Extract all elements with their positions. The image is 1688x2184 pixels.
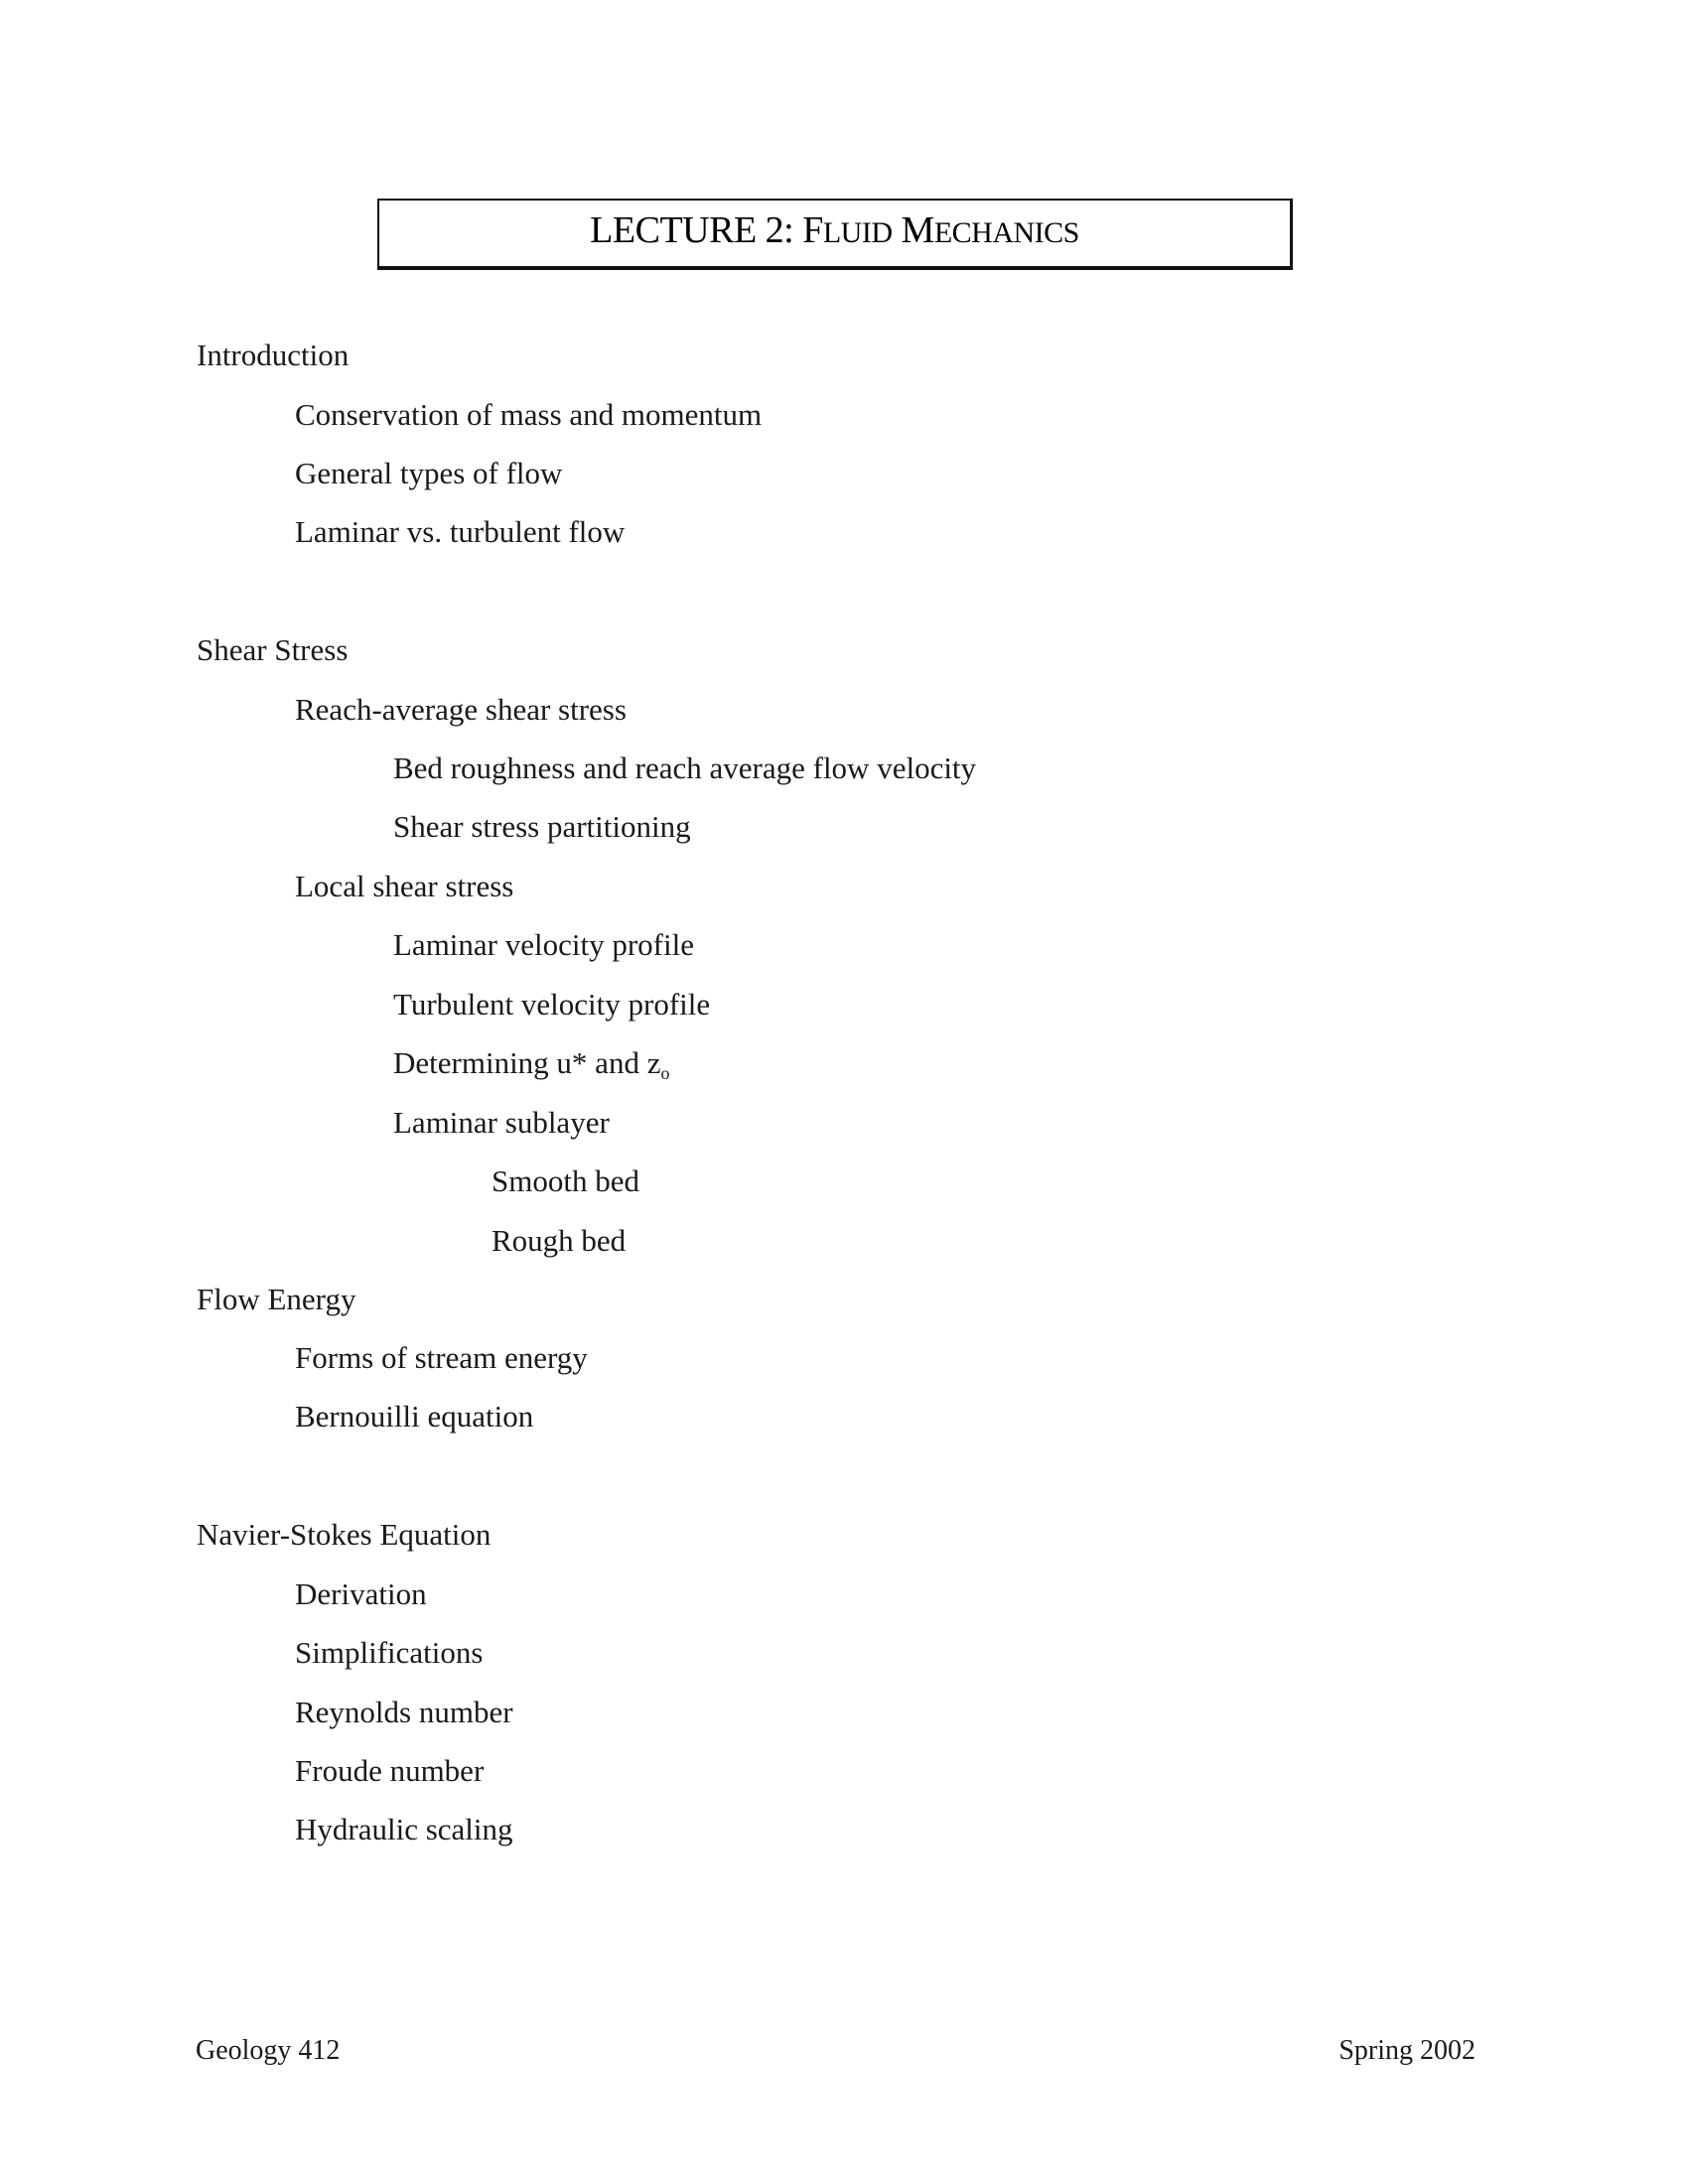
outline-item-text: Hydraulic scaling <box>295 1812 513 1846</box>
outline-item-text: Navier-Stokes Equation <box>197 1517 492 1552</box>
outline-subitem <box>393 809 691 845</box>
title-m: M <box>901 209 934 251</box>
title-space <box>893 209 902 251</box>
outline-section-heading <box>197 632 348 668</box>
outline-item-text: Introduction <box>197 338 350 372</box>
outline-subitem <box>295 1340 588 1376</box>
outline-item-text: Derivation <box>295 1576 427 1611</box>
outline-subitem <box>295 1812 513 1847</box>
outline-item-text: Determining u* and z <box>393 1045 661 1080</box>
outline-item-text: Local shear stress <box>295 869 514 903</box>
outline-subitem <box>295 514 625 550</box>
title-prefix: LECTURE 2: <box>590 209 803 251</box>
outline-subitem <box>295 456 562 491</box>
outline-section-heading <box>197 1517 491 1553</box>
subscript: o <box>660 1063 670 1083</box>
outline-subitem <box>295 1695 513 1730</box>
outline-item-text: Smooth bed <box>492 1163 639 1198</box>
outline-item-text: Laminar sublayer <box>393 1105 610 1140</box>
outline-item-text: Flow Energy <box>197 1282 356 1316</box>
outline-subitem <box>295 692 627 728</box>
outline-item-text: Laminar vs. turbulent flow <box>295 514 626 549</box>
outline-item-text: Forms of stream energy <box>295 1340 588 1375</box>
outline-subitem <box>492 1223 626 1259</box>
outline-subitem <box>492 1163 639 1199</box>
title-f: F <box>802 209 823 251</box>
outline-item-text: Turbulent velocity profile <box>393 987 711 1022</box>
outline-item-text: Rough bed <box>492 1223 627 1258</box>
outline-subitem <box>295 1635 483 1671</box>
outline-item-text: Conservation of mass and momentum <box>295 397 763 432</box>
outline-item-text: Laminar velocity profile <box>393 927 694 962</box>
title-luid: LUID <box>822 216 893 249</box>
title-box <box>377 199 1293 270</box>
outline-subitem <box>295 869 513 904</box>
outline-subitem <box>393 751 976 786</box>
outline-item-text: Froude number <box>295 1753 485 1788</box>
outline-subitem <box>393 1045 669 1084</box>
outline-item-text: General types of flow <box>295 456 563 490</box>
outline-subitem <box>295 1753 484 1789</box>
outline-item-text: Reynolds number <box>295 1695 513 1729</box>
outline-item-text: Bed roughness and reach average flow velocity <box>393 751 977 785</box>
page-title <box>590 208 1079 252</box>
title-echanics: ECHANICS <box>933 216 1079 249</box>
outline-subitem <box>295 397 762 433</box>
outline-item-text: Bernouilli equation <box>295 1399 534 1433</box>
footer-term: Spring 2002 <box>1338 2035 1476 2066</box>
outline-subitem <box>393 987 710 1023</box>
outline-item-text: Shear Stress <box>197 632 349 667</box>
footer-course: Geology 412 <box>196 2035 341 2066</box>
outline-item-text: Shear stress partitioning <box>393 809 691 844</box>
outline-item-text: Simplifications <box>295 1635 484 1670</box>
outline-subitem <box>295 1399 533 1434</box>
outline-section-heading <box>197 1282 355 1317</box>
outline-subitem <box>393 1105 610 1141</box>
outline-section-heading <box>197 338 349 373</box>
outline-item-text: Reach-average shear stress <box>295 692 627 727</box>
outline-subitem <box>295 1576 427 1612</box>
outline-subitem <box>393 927 694 963</box>
